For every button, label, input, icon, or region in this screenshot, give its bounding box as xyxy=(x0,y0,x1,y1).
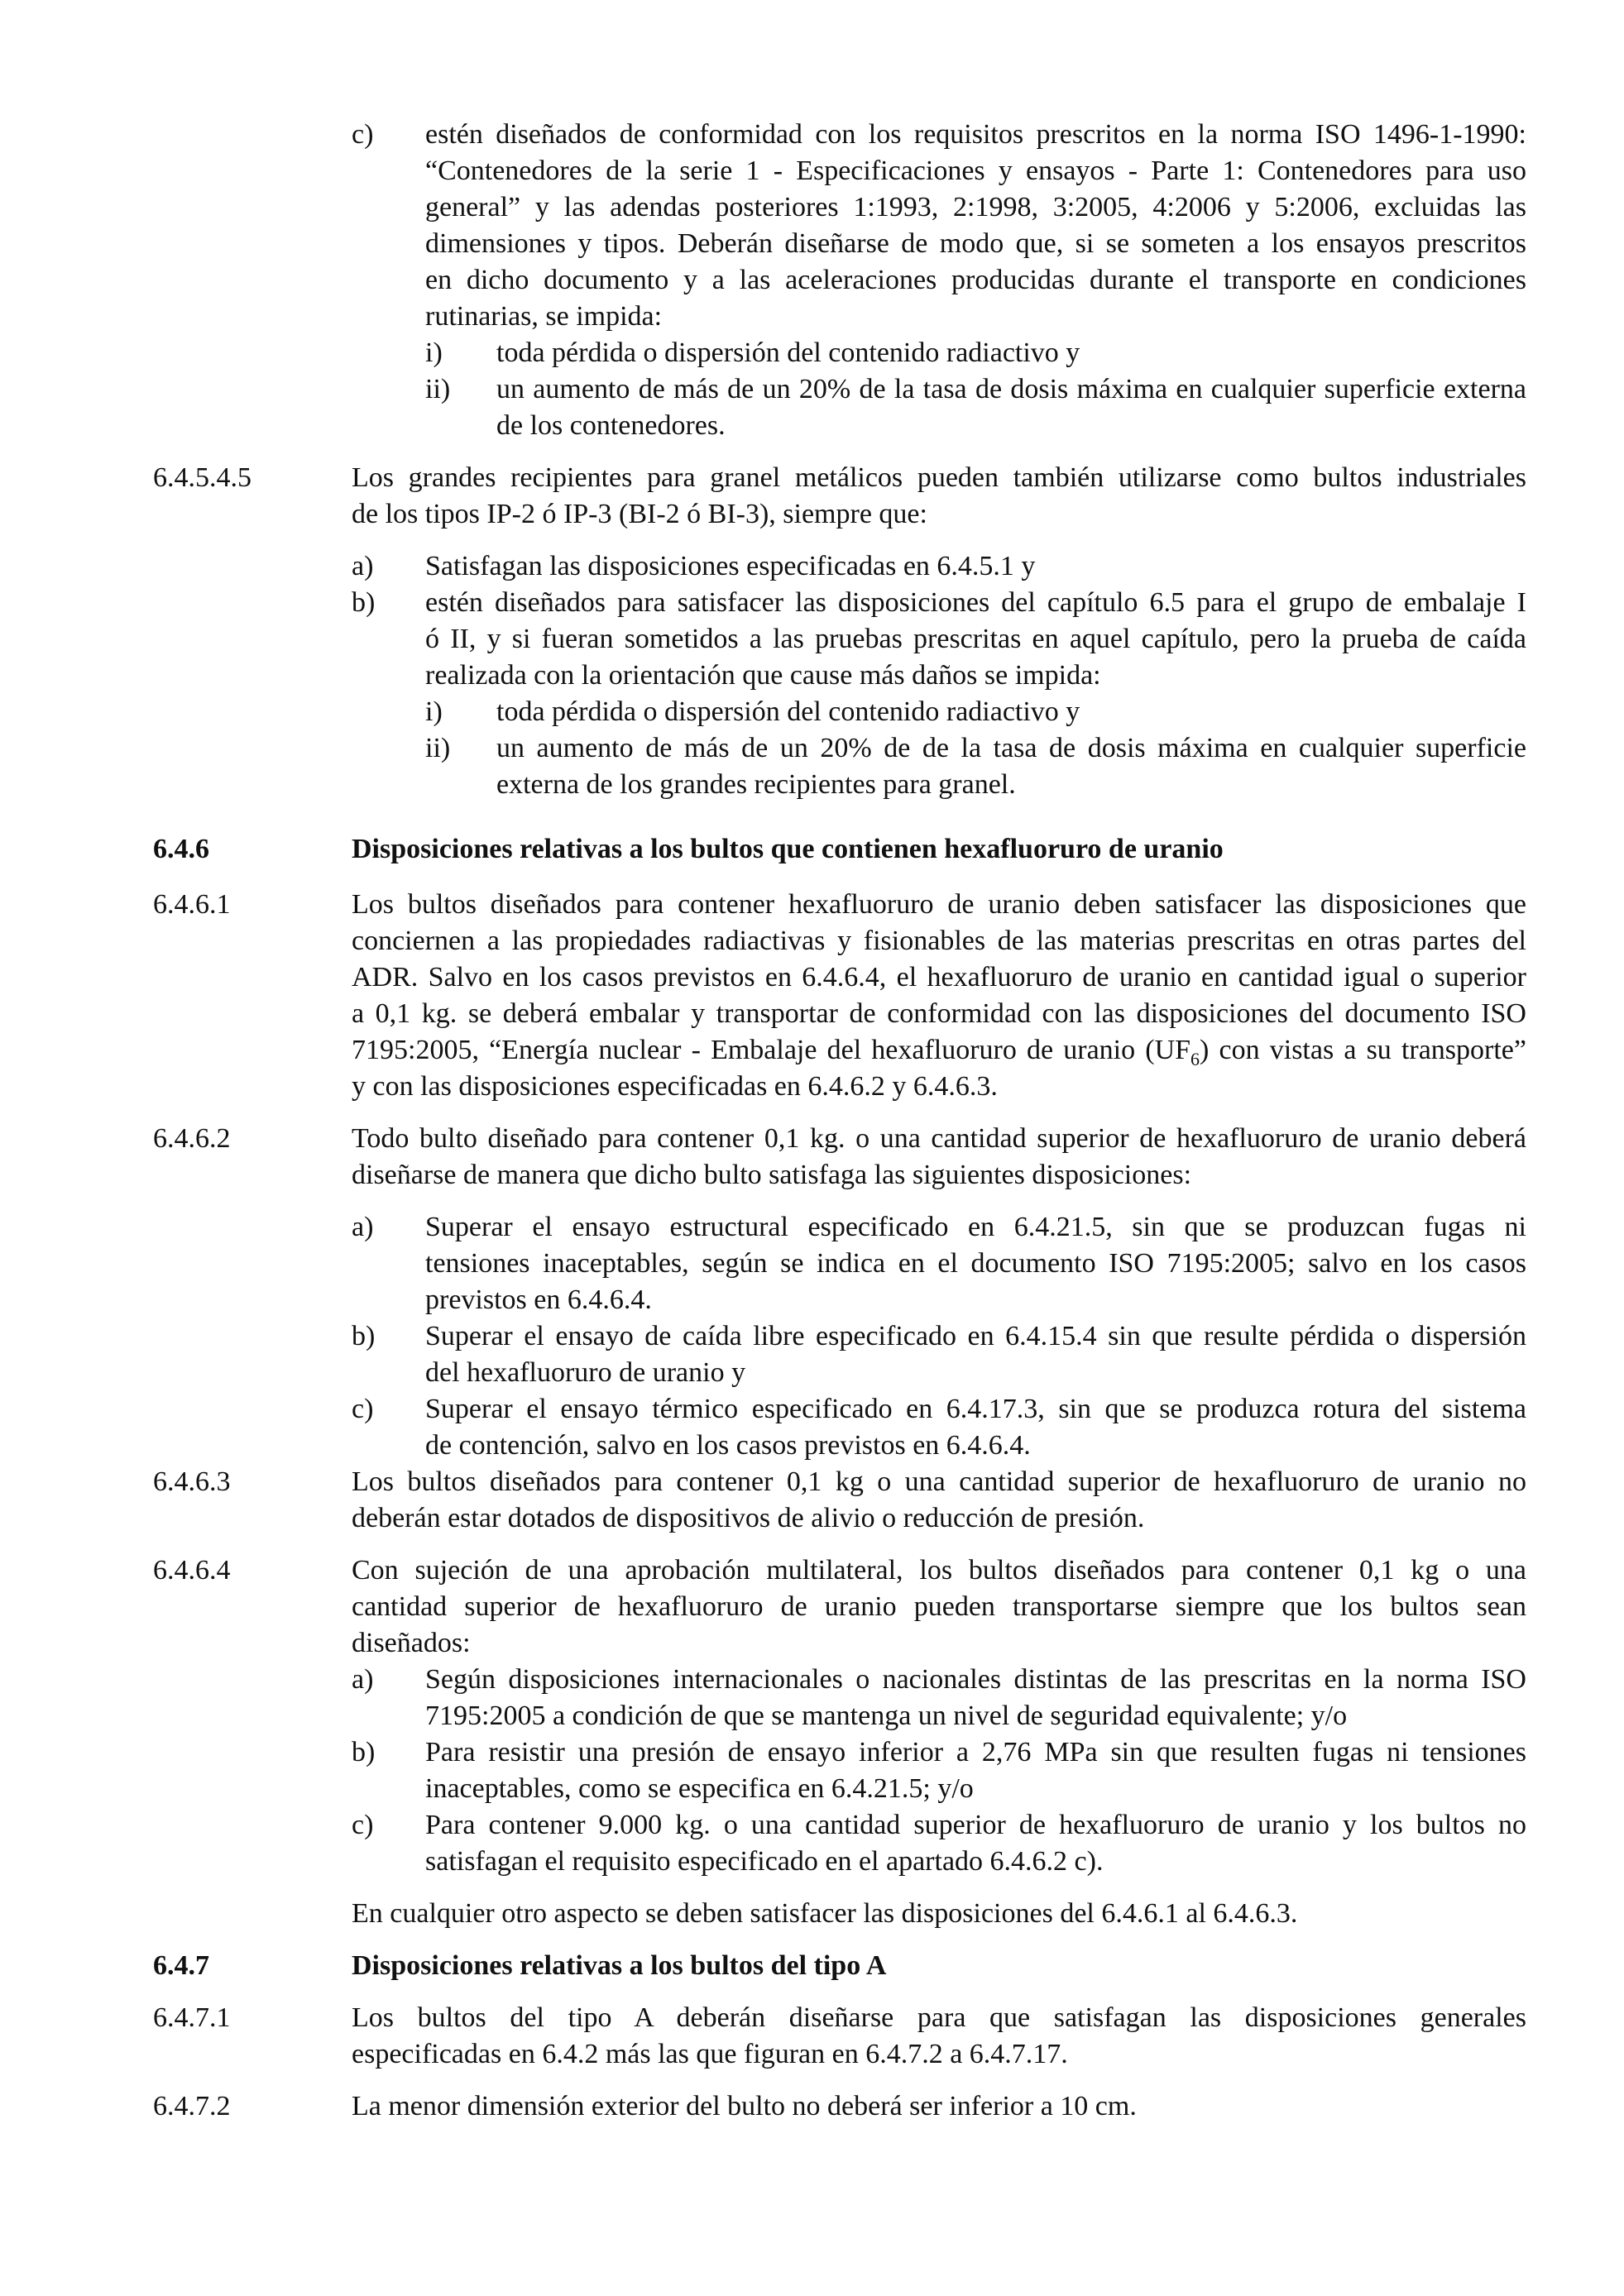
body-text: dimensiones y tipos. Deberán diseñarse de modo que, si se someten a los ensayos prescritos xyxy=(425,228,1526,259)
body-text: 7195:2005 a condición de que se mantenga un nivel de seguridad equivalente; y/o xyxy=(425,1700,1348,1731)
body-text: ADR. Salvo en los casos previstos en 6.4.6.4, el hexafluoruro de uranio en cantidad igual o superior xyxy=(352,962,1526,993)
item-marker: i) xyxy=(425,696,443,727)
body-text: diseñados: xyxy=(352,1628,471,1658)
section-number: 6.4.6.2 xyxy=(153,1123,231,1154)
section-number: 6.4.7.1 xyxy=(153,2002,231,2033)
item-marker: c) xyxy=(352,1810,374,1840)
heading-number: 6.4.6 xyxy=(153,834,209,864)
body-text: de los contenedores. xyxy=(496,410,726,441)
body-text: Para contener 9.000 kg. o una cantidad superior de hexafluoruro de uranio y los bultos no xyxy=(425,1810,1526,1840)
body-text: general” y las adendas posteriores 1:1993, 2:1998, 3:2005, 4:2006 y 5:2006, excluidas las xyxy=(425,192,1526,222)
section-number: 6.4.6.4 xyxy=(153,1555,231,1586)
item-marker: c) xyxy=(352,119,374,150)
item-marker: i) xyxy=(425,337,443,368)
body-text: estén diseñados para satisfacer las disposiciones del capítulo 6.5 para el grupo de embalaje I xyxy=(425,587,1526,618)
body-text: diseñarse de manera que dicho bulto satisfaga las siguientes disposiciones: xyxy=(352,1160,1192,1190)
body-text: especificadas en 6.4.2 más las que figuran en 6.4.7.2 a 6.4.7.17. xyxy=(352,2039,1068,2069)
body-text: del hexafluoruro de uranio y xyxy=(425,1357,746,1388)
body-text: En cualquier otro aspecto se deben satisfacer las disposiciones del 6.4.6.1 al 6.4.6.3. xyxy=(352,1898,1298,1929)
body-text: Para resistir una presión de ensayo inferior a 2,76 MPa sin que resulten fugas ni tensiones xyxy=(425,1737,1526,1767)
section-number: 6.4.6.1 xyxy=(153,889,231,920)
body-text: Los bultos diseñados para contener 0,1 kg o una cantidad superior de hexafluoruro de uranio no xyxy=(352,1466,1526,1497)
subscript: 6 xyxy=(1190,1048,1200,1069)
body-text: externa de los grandes recipientes para granel. xyxy=(496,769,1016,800)
item-marker: a) xyxy=(352,1664,374,1695)
body-text: rutinarias, se impida: xyxy=(425,301,663,332)
item-marker: b) xyxy=(352,1321,376,1351)
body-text: inaceptables, como se especifica en 6.4.21.5; y/o xyxy=(425,1773,974,1804)
body-text: un aumento de más de un 20% de la tasa de dosis máxima en cualquier superficie externa xyxy=(496,374,1526,404)
body-text: de contención, salvo en los casos previstos en 6.4.6.4. xyxy=(425,1430,1031,1461)
body-text xyxy=(352,1032,1526,1069)
body-text: Con sujeción de una aprobación multilateral, los bultos diseñados para contener 0,1 kg o una xyxy=(352,1555,1526,1586)
body-text: toda pérdida o dispersión del contenido radiactivo y xyxy=(496,337,1080,368)
body-text: “Contenedores de la serie 1 - Especificaciones y ensayos - Parte 1: Contenedores para uso xyxy=(425,155,1526,186)
body-text: previstos en 6.4.6.4. xyxy=(425,1284,652,1315)
body-text: un aumento de más de un 20% de de la tasa de dosis máxima en cualquier superficie xyxy=(496,733,1526,763)
item-marker: ii) xyxy=(425,733,451,763)
heading-title: Disposiciones relativas a los bultos que contienen hexafluoruro de uranio xyxy=(352,834,1224,864)
body-text: Los grandes recipientes para granel metálicos pueden también utilizarse como bultos industriales xyxy=(352,462,1526,493)
section-number: 6.4.5.4.5 xyxy=(153,462,252,493)
section-number: 6.4.6.3 xyxy=(153,1466,231,1497)
body-text: y con las disposiciones especificadas en 6.4.6.2 y 6.4.6.3. xyxy=(352,1071,998,1102)
item-marker: b) xyxy=(352,1737,376,1767)
body-text: cantidad superior de hexafluoruro de uranio pueden transportarse siempre que los bultos sean xyxy=(352,1591,1526,1622)
body-text: La menor dimensión exterior del bulto no deberá ser inferior a 10 cm. xyxy=(352,2091,1137,2121)
body-text-part: 7195:2005, “Energía nuclear - Embalaje del hexafluoruro de uranio (UF xyxy=(352,1035,1191,1065)
body-text: Los bultos del tipo A deberán diseñarse para que satisfagan las disposiciones generales xyxy=(352,2002,1526,2033)
item-marker: b) xyxy=(352,587,376,618)
body-text: Superar el ensayo estructural especificado en 6.4.21.5, sin que se produzcan fugas ni xyxy=(425,1212,1526,1242)
item-marker: a) xyxy=(352,551,374,581)
body-text: Los bultos diseñados para contener hexafluoruro de uranio deben satisfacer las disposiciones que xyxy=(352,889,1526,920)
body-text: Satisfagan las disposiciones especificadas en 6.4.5.1 y xyxy=(425,551,1036,581)
section-number: 6.4.7.2 xyxy=(153,2091,231,2121)
body-text: de los tipos IP-2 ó IP-3 (BI-2 ó BI-3), siempre que: xyxy=(352,499,927,529)
body-text: satisfagan el requisito especificado en el apartado 6.4.6.2 c). xyxy=(425,1846,1104,1877)
body-text: ó II, y si fueran sometidos a las pruebas prescritas en aquel capítulo, pero la prueba de caída xyxy=(425,624,1526,654)
body-text: en dicho documento y a las aceleraciones producidas durante el transporte en condiciones xyxy=(425,265,1526,295)
item-marker: ii) xyxy=(425,374,451,404)
body-text: toda pérdida o dispersión del contenido radiactivo y xyxy=(496,696,1080,727)
heading-number: 6.4.7 xyxy=(153,1950,209,1981)
item-marker: a) xyxy=(352,1212,374,1242)
body-text-part: ) con vistas a su transporte” xyxy=(1200,1035,1526,1065)
body-text: a 0,1 kg. se deberá embalar y transportar de conformidad con las disposiciones del documento ISO xyxy=(352,998,1526,1029)
body-text: estén diseñados de conformidad con los requisitos prescritos en la norma ISO 1496-1-1990: xyxy=(425,119,1526,150)
body-text: Superar el ensayo térmico especificado en 6.4.17.3, sin que se produzca rotura del sistema xyxy=(425,1394,1526,1424)
body-text: Según disposiciones internacionales o nacionales distintas de las prescritas en la norma ISO xyxy=(425,1664,1526,1695)
heading-title: Disposiciones relativas a los bultos del tipo A xyxy=(352,1950,887,1981)
body-text: Todo bulto diseñado para contener 0,1 kg. o una cantidad superior de hexafluoruro de uranio deberá xyxy=(352,1123,1526,1154)
body-text: conciernen a las propiedades radiactivas y fisionables de las materias prescritas en otras partes del xyxy=(352,926,1526,956)
body-text: deberán estar dotados de dispositivos de alivio o reducción de presión. xyxy=(352,1503,1145,1533)
item-marker: c) xyxy=(352,1394,374,1424)
body-text: Superar el ensayo de caída libre especificado en 6.4.15.4 sin que resulte pérdida o dispersión xyxy=(425,1321,1526,1351)
body-text: realizada con la orientación que cause más daños se impida: xyxy=(425,660,1101,691)
body-text: tensiones inaceptables, según se indica en el documento ISO 7195:2005; salvo en los casos xyxy=(425,1248,1526,1279)
